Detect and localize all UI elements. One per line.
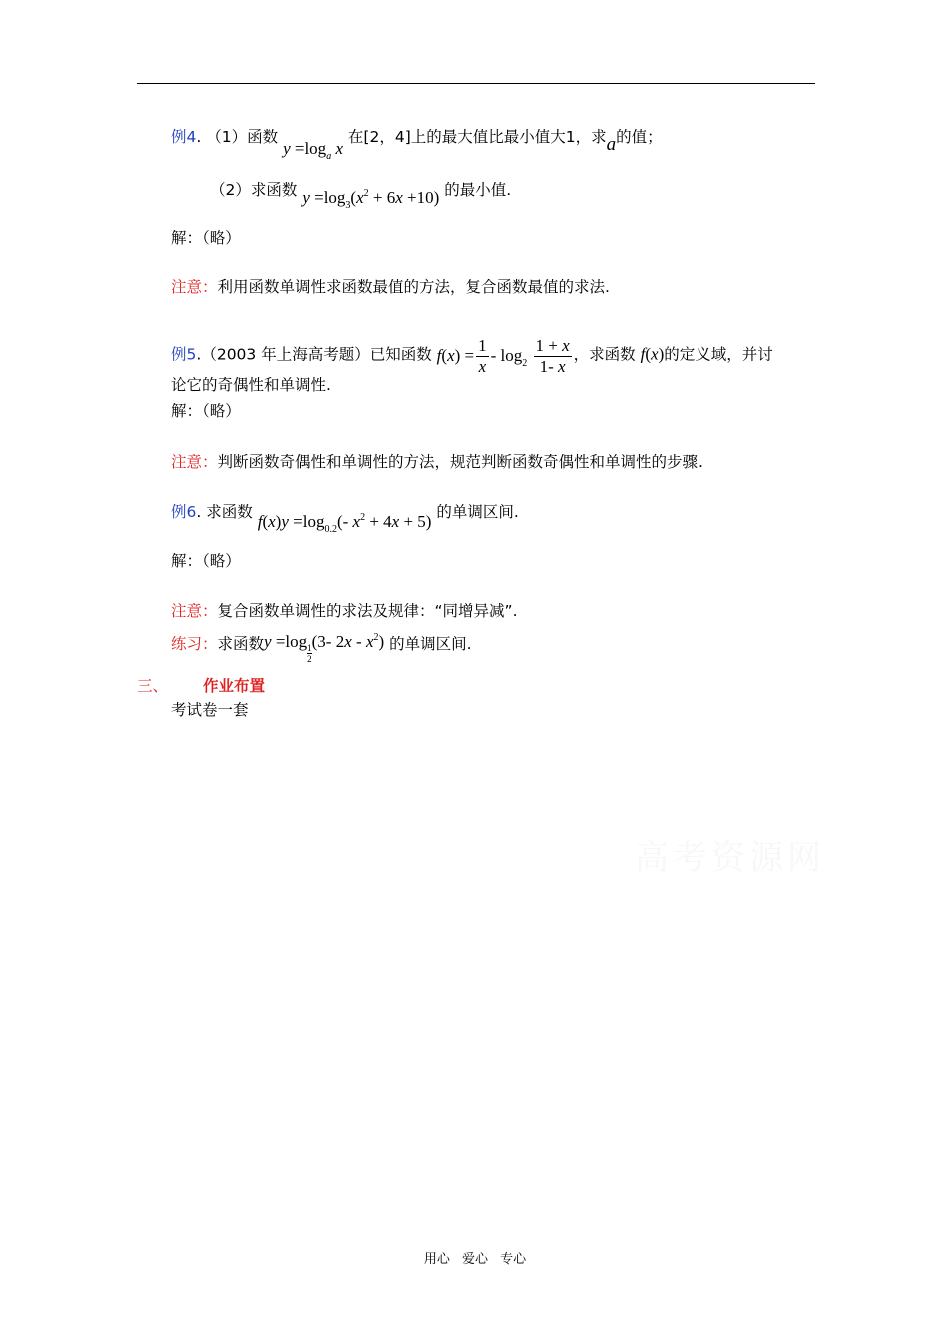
formula-log3: $y =\log_3(x^2 + 6x +10)$ bbox=[302, 188, 440, 211]
practice-text: 求函数 bbox=[217, 635, 265, 653]
example-4-part-1 bbox=[171, 126, 663, 162]
note-5 bbox=[171, 451, 703, 473]
solution-4: 解：（略） bbox=[171, 229, 241, 247]
example-text: （2003 bbox=[201, 345, 257, 364]
solution-5: 解：（略） bbox=[171, 402, 241, 420]
example-text: （1）函数 bbox=[206, 128, 279, 146]
example-sep: . bbox=[196, 128, 202, 146]
example-4-part-2 bbox=[210, 179, 512, 211]
example-5 bbox=[171, 335, 773, 376]
homework-text: 考试卷一套 bbox=[171, 701, 249, 719]
note-text: 复合函数单调性的求法及规律：“同增异减”. bbox=[217, 602, 518, 620]
practice-label: 练习： bbox=[171, 635, 218, 653]
example-label: 例5 bbox=[171, 345, 197, 364]
example-text: 求函数 bbox=[206, 503, 253, 521]
page-footer: 用心 爱心 专心 bbox=[423, 1252, 527, 1267]
example-sep: . bbox=[196, 503, 202, 521]
example-text: ，求函数 bbox=[573, 345, 636, 364]
example-6 bbox=[171, 501, 519, 535]
section-number: 三、 bbox=[137, 677, 169, 695]
note-text: 判断函数奇偶性和单调性的方法，规范判断函数奇偶性和单调性的步骤. bbox=[217, 453, 703, 471]
example-text: ，求 bbox=[575, 128, 607, 146]
formula-log0.2: $f(x)y =\log_{0.2}(-$ $x^2 + 4x + 5$) bbox=[257, 512, 432, 535]
section-3-heading bbox=[137, 675, 266, 697]
example-5-line-2: 论它的奇偶性和单调性. bbox=[171, 376, 331, 394]
formula-fx-definition: f(x) = $\frac{1}{x}$ - $\log_2$ $\frac{1 + x}{1- x}$ bbox=[436, 336, 570, 376]
formula-fx: f(x) bbox=[640, 344, 665, 364]
example-text: 的最小值. bbox=[444, 181, 512, 199]
example-label: 例4 bbox=[171, 128, 197, 146]
note-label: 注意： bbox=[171, 278, 218, 296]
formula-log-half: y =log $\frac{1}{2}$ (3- $2x - x^2$) bbox=[264, 632, 385, 664]
example-text: 年上海高考题）已知函数 bbox=[261, 345, 432, 364]
variable-a: a bbox=[606, 134, 617, 155]
formula-log-a-x: $y =\log_a$ x bbox=[283, 139, 343, 162]
example-text: 的值； bbox=[616, 128, 663, 146]
section-title: 作业布置 bbox=[203, 677, 266, 695]
note-label: 注意： bbox=[171, 453, 218, 471]
solution-6: 解：（略） bbox=[171, 552, 241, 570]
practice-text: 的单调区间. bbox=[389, 635, 472, 653]
note-label: 注意： bbox=[171, 602, 218, 620]
example-text: 的定义域，并讨 bbox=[664, 345, 773, 364]
example-text: （2）求函数 bbox=[210, 181, 298, 199]
example-text: 的单调区间. bbox=[436, 503, 519, 521]
header-rule bbox=[137, 83, 815, 84]
example-sep: . bbox=[196, 345, 202, 364]
note-6 bbox=[171, 600, 518, 622]
practice bbox=[171, 632, 472, 664]
example-text: 在[2，4]上的最大值比最小值大 bbox=[347, 128, 566, 146]
note-text: 利用函数单调性求函数最值的方法，复合函数最值的求法. bbox=[217, 278, 610, 296]
watermark: 高考资源网 bbox=[635, 838, 825, 878]
example-label: 例6 bbox=[171, 503, 197, 521]
note-4 bbox=[171, 276, 610, 298]
example-text: 1 bbox=[565, 128, 576, 146]
